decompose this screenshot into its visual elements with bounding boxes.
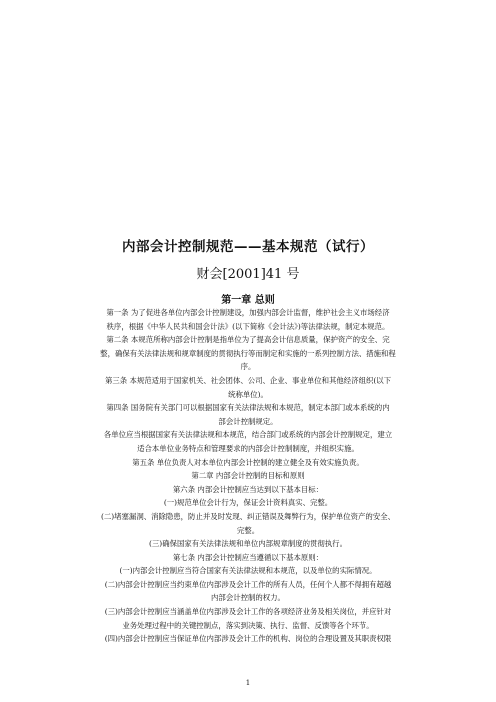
body-line: 统称单位)。 [228, 389, 268, 399]
body-line: 第七条 内部会计控制应当遵循以下基本原则： [172, 552, 324, 562]
body-line: 第六条 内部会计控制应当达到以下基本目标： [172, 484, 324, 494]
body-line: 秩序，根据《中华人民共和国会计法》(以下简称《会计法》)等法律法规，制定本规范。 [106, 321, 390, 331]
body-line: 第三条 本规范适用于国家机关、社会团体、公司、企业、事业单位和其他经济组织(以下 [104, 375, 392, 385]
body-line: 第二条 本规范所称内部会计控制是指单位为了提高会计信息质量，保护资产的安全、完 [106, 335, 390, 345]
body-line: (四)内部会计控制应当保证单位内部涉及会计工作的机构、岗位的合理设置及其职责权限 [104, 634, 392, 644]
document-number: 财会[2001]41 号 [196, 267, 300, 282]
body-line: (二)堵塞漏洞、消除隐患，防止并及时发现、纠正错误及舞弊行为，保护单位资产的安全、 [100, 511, 395, 521]
body-line: 第五条 单位负责人对本单位内部会计控制的建立健全及有效实施负责。 [132, 457, 364, 467]
chapter-heading: 第一章 总则 [221, 295, 275, 306]
body-line: 整，确保有关法律法规和规章制度的贯彻执行等而制定和实施的一系列控制方法、措施和程 [100, 348, 396, 358]
document-title: 内部会计控制规范——基本规范（试行） [122, 239, 374, 255]
body-line: 内部会计控制的权力。 [211, 593, 285, 603]
body-line: (三)内部会计控制应当涵盖单位内部涉及会计工作的各项经济业务及相关岗位，并应针对 [104, 607, 392, 617]
page-number: 1 [245, 679, 251, 687]
body-line: 第一条 为了促进各单位内部会计控制建设，加强内部会计监督，维护社会主义市场经济 [106, 308, 390, 317]
body-line: 业务处理过程中的关键控制点，落实到决策、执行、监督、反馈等各个环节。 [122, 620, 374, 630]
body-line: 第四条 国务院有关部门可以根据国家有关法律法规和本规范，制定本部门或本系统的内 [106, 403, 390, 413]
body-line: 适合本单位业务特点和管理要求的内部会计控制制度，并组织实施。 [137, 443, 359, 453]
body-line: 序。 [240, 362, 256, 372]
document-body [68, 306, 428, 646]
body-line: (三)确保国家有关法律法规和单位内部规章制度的贯彻执行。 [149, 539, 347, 549]
body-line: 完整。 [236, 525, 260, 535]
body-line: (二)内部会计控制应当约束单位内部涉及会计工作的所有人员，任何个人都不得拥有超越 [104, 579, 392, 589]
body-line: 部会计控制规定。 [218, 416, 278, 426]
body-line: (一)规范单位会计行为，保证会计资料真实、完整。 [163, 498, 333, 508]
body-line: 各单位应当根据国家有关法律法规和本规范，结合部门或系统的内部会计控制规定，建立 [103, 430, 393, 440]
body-line: (一)内部会计控制应当符合国家有关法律法规和本规范，以及单位的实际情况。 [119, 566, 377, 576]
body-line: 第二章 内部会计控制的目标和原则 [191, 471, 305, 481]
